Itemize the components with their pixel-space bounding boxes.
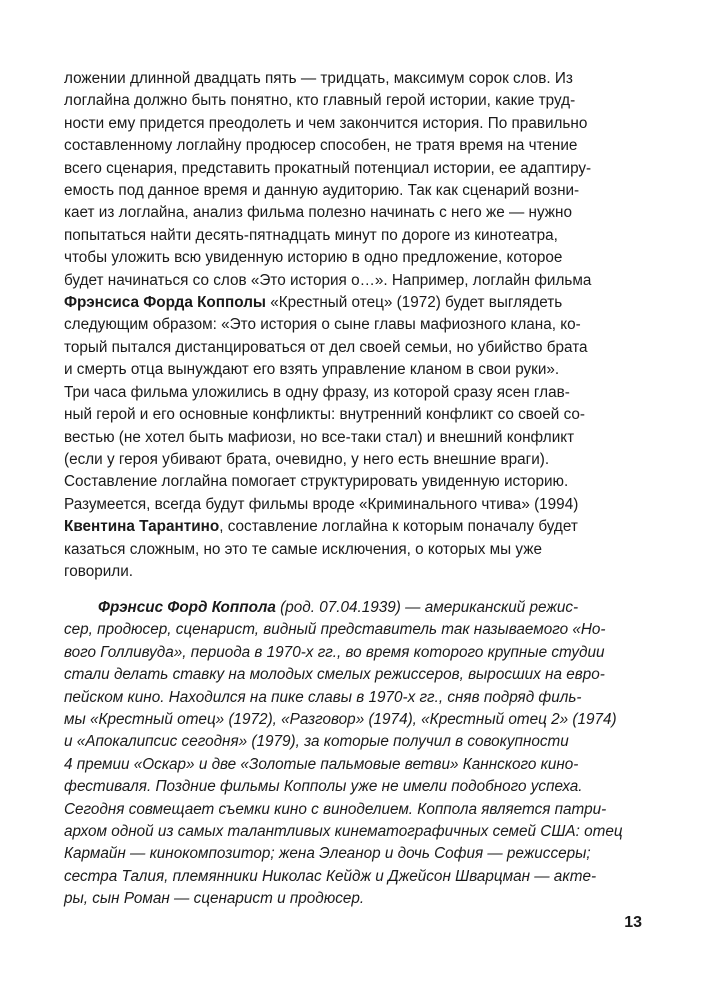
- text-run: и «Апокалипсис сегодня» (1979), за которые получил в совокупности: [64, 733, 569, 751]
- text-line: [64, 471, 624, 493]
- bio-line: [64, 754, 624, 776]
- text-line: [64, 292, 624, 314]
- text-run: стали делать ставку на молодых смелых режиссеров, выросших на евро-: [64, 666, 605, 684]
- text-run: Три часа фильма уложились в одну фразу, из которой сразу ясен глав-: [64, 383, 570, 401]
- text-run: Разумеется, всегда будут фильмы вроде «Криминального чтива» (1994): [64, 495, 579, 513]
- bio-line: [64, 799, 624, 821]
- text-run: торый пытался дистанцироваться от дел своей семьи, но убийство брата: [64, 338, 588, 356]
- text-run: сестра Талия, племянники Николас Кейдж и Джейсон Шварцман — акте-: [64, 867, 597, 885]
- text-run: Сегодня совмещает съемки кино с виноделием. Коппола является патри-: [64, 800, 607, 818]
- text-run: ности ему придется преодолеть и чем закончится история. По правильно: [64, 114, 588, 132]
- text-line: [64, 337, 624, 359]
- text-line: [64, 494, 624, 516]
- text-run: чтобы уложить всю увиденную историю в одно предложение, которое: [64, 249, 563, 267]
- bio-line: [64, 687, 624, 709]
- text-run: казаться сложным, но это те самые исключения, о которых мы уже: [64, 540, 542, 558]
- text-line: [64, 247, 624, 269]
- text-run: сер, продюсер, сценарист, видный представитель так называемого «Но-: [64, 621, 606, 639]
- text-run: будет начинаться со слов «Это история о…». Например, логлайн фильма: [64, 271, 592, 289]
- text-run: вого Голливуда», периода в 1970-х гг., во время которого крупные студии: [64, 643, 605, 661]
- bio-line: [64, 642, 624, 664]
- text-run: мы «Крестный отец» (1972), «Разговор» (1974), «Крестный отец 2» (1974): [64, 711, 617, 729]
- bio-line: [64, 597, 624, 619]
- text-line: [64, 382, 624, 404]
- bio-line: [64, 776, 624, 798]
- text-run: Составление логлайна помогает структурировать увиденную историю.: [64, 473, 569, 491]
- bio-line: [64, 866, 624, 888]
- text-run: , составление логлайна к которым поначалу будет: [219, 518, 578, 536]
- text-line: [64, 158, 624, 180]
- text-run: ры, сын Роман — сценарист и продюсер.: [64, 890, 365, 908]
- text-line: [64, 404, 624, 426]
- text-line: [64, 270, 624, 292]
- text-run: емость под данное время и данную аудиторию. Так как сценарий возни-: [64, 182, 580, 200]
- text-line: [64, 314, 624, 336]
- text-line: [64, 359, 624, 381]
- text-run: ложении длинной двадцать пять — тридцать, максимум сорок слов. Из: [64, 70, 573, 87]
- text-run: Кармайн — кинокомпозитор; жена Элеанор и дочь София — режиссеры;: [64, 845, 591, 863]
- text-run: и смерть отца вынуждают его взять управление кланом в свои руки».: [64, 361, 560, 379]
- bio-line: [64, 821, 624, 843]
- text-line: [64, 180, 624, 202]
- text-line: [64, 90, 624, 112]
- text-run: «Крестный отец» (1972) будет выглядеть: [265, 294, 563, 312]
- bio-line: [64, 664, 624, 686]
- text-line: [64, 427, 624, 449]
- text-line: [64, 202, 624, 224]
- text-line: [64, 225, 624, 247]
- bio-line: [64, 731, 624, 753]
- text-line: [64, 68, 624, 90]
- bio-line: [64, 619, 624, 641]
- text-line: [64, 539, 624, 561]
- text-line: [64, 449, 624, 471]
- bio-line: [64, 709, 624, 731]
- text-run: архом одной из самых талантливых кинематографичных семей США: отец: [64, 823, 623, 841]
- text-run: пейском кино. Находился на пике славы в 1970-х гг., сняв подряд филь-: [64, 688, 582, 706]
- text-run: следующим образом: «Это история о сыне главы мафиозного клана, ко-: [64, 316, 581, 334]
- bio-line: [64, 843, 624, 865]
- person-name: Фрэнсис Форд Коппола: [98, 599, 276, 616]
- text-run: попытаться найти десять-пятнадцать минут по дороге из кинотеатра,: [64, 226, 558, 244]
- text-run: вестью (не хотел быть мафиози, но все-таки стал) и внешний конфликт: [64, 428, 575, 446]
- text-line: [64, 135, 624, 157]
- biography-note: [64, 597, 624, 911]
- bio-line: [64, 888, 624, 910]
- text-run: логлайна должно быть понятно, кто главный герой истории, какие труд-: [64, 92, 576, 110]
- text-run: фестиваля. Поздние фильмы Копполы уже не имели подобного успеха.: [64, 778, 583, 796]
- text-run: ный герой и его основные конфликты: внутренний конфликт со своей со-: [64, 406, 585, 424]
- text-run: говорили.: [64, 562, 133, 580]
- text-run: (род. 07.04.1939) — американский режис-: [275, 599, 579, 616]
- text-run: всего сценария, представить прокатный потенциал истории, ее адаптиру-: [64, 159, 592, 177]
- main-paragraph: [64, 68, 624, 583]
- text-line: [64, 113, 624, 135]
- text-run: (если у героя убивают брата, очевидно, у него есть внешние враги).: [64, 450, 550, 468]
- text-run: кает из логлайна, анализ фильма полезно начинать с него же — нужно: [64, 204, 572, 222]
- text-run: составленному логлайну продюсер способен, не тратя время на чтение: [64, 137, 578, 155]
- text-run: 4 премии «Оскар» и две «Золотые пальмовые ветви» Каннского кино-: [64, 755, 579, 773]
- text-line: [64, 561, 624, 583]
- page-number: 13: [624, 914, 642, 931]
- person-name: Фрэнсиса Форда Копполы: [64, 294, 266, 312]
- text-line: [64, 516, 624, 538]
- person-name: Квентина Тарантино: [64, 518, 220, 536]
